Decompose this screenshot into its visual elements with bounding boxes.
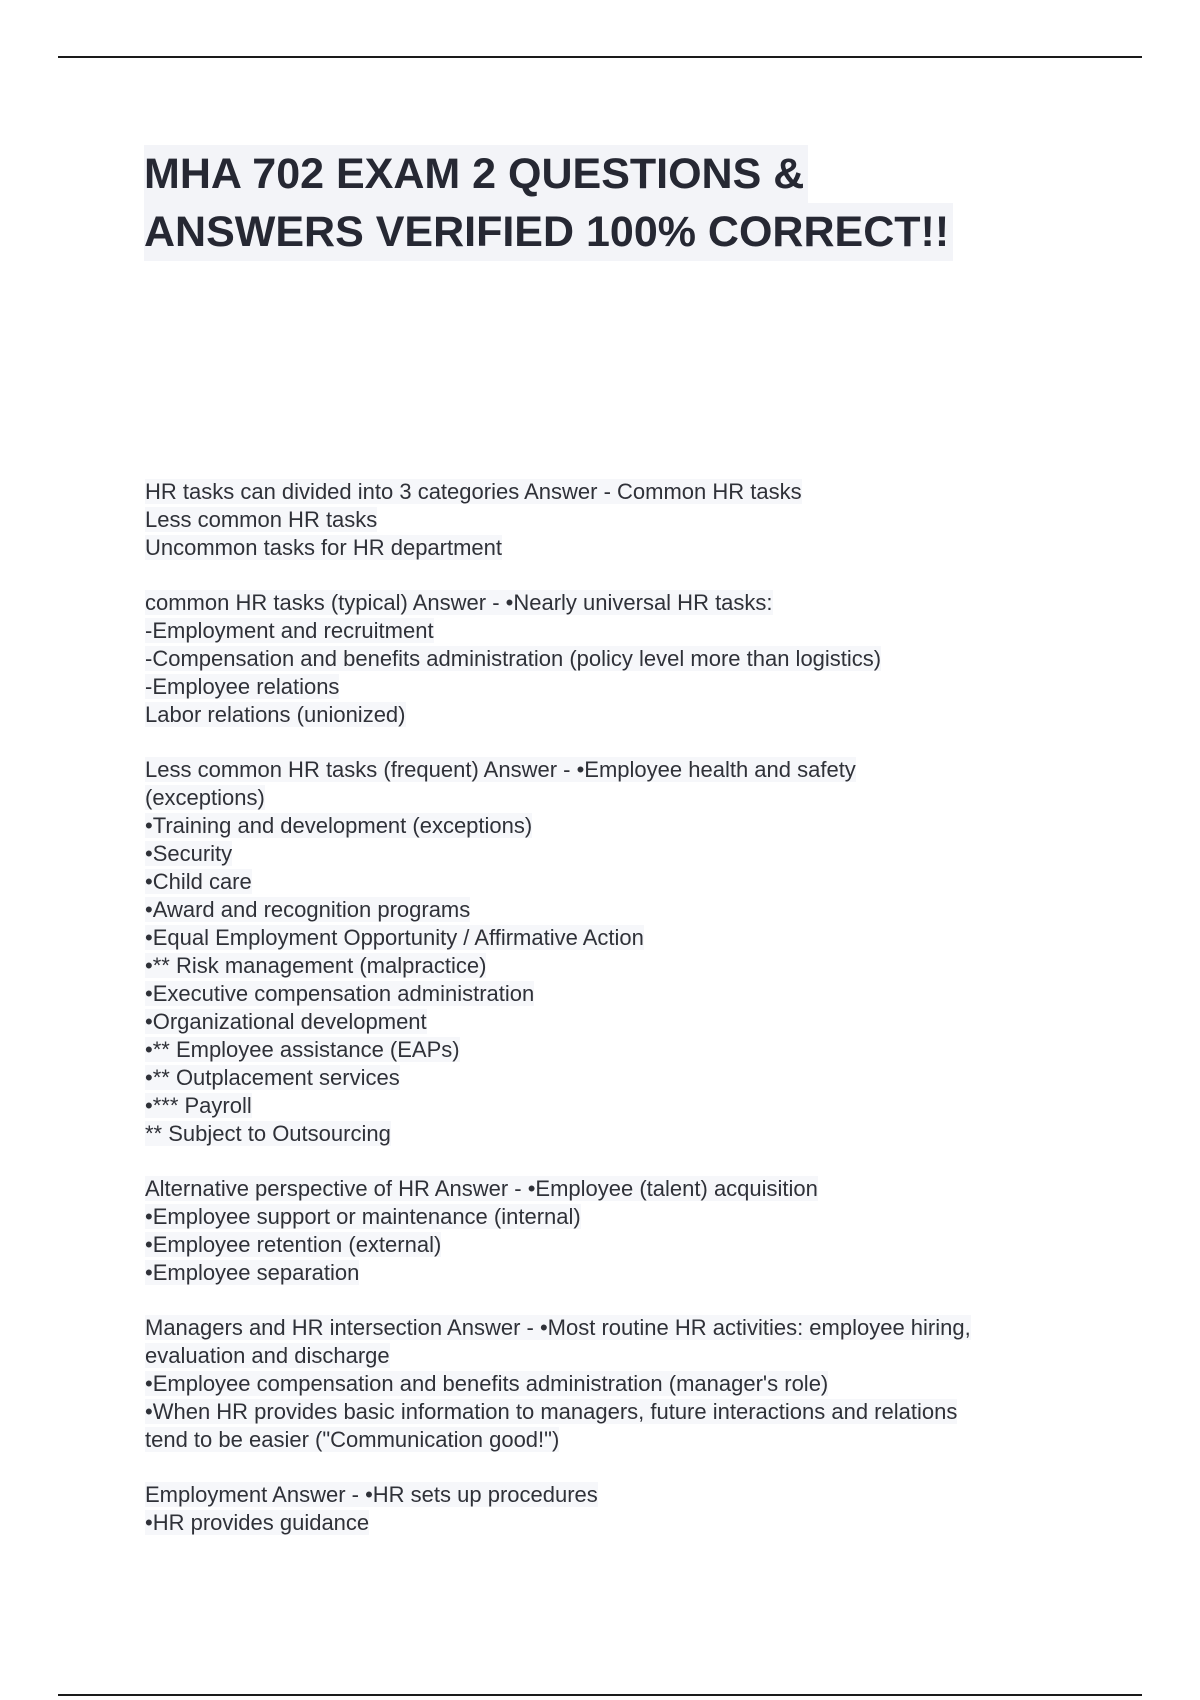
qa-line: •** Risk management (malpractice)	[145, 953, 487, 978]
qa-line: Managers and HR intersection Answer - •Most routine HR activities: employee hiring,	[145, 1315, 971, 1340]
qa-line: common HR tasks (typical) Answer - •Nearly universal HR tasks:	[145, 590, 773, 615]
qa-line: •Executive compensation administration	[145, 981, 535, 1006]
qa-line: •Employee compensation and benefits administration (manager's role)	[145, 1371, 829, 1396]
qa-line: •** Employee assistance (EAPs)	[145, 1037, 460, 1062]
qa-block-less-common-hr-tasks	[145, 756, 1075, 1148]
qa-line: ** Subject to Outsourcing	[145, 1121, 391, 1146]
qa-line: •Security	[145, 841, 233, 866]
qa-line: HR tasks can divided into 3 categories Answer - Common HR tasks	[145, 479, 802, 504]
qa-line: -Employment and recruitment	[145, 618, 434, 643]
qa-line: •** Outplacement services	[145, 1065, 400, 1090]
qa-line: •*** Payroll	[145, 1093, 252, 1118]
title-line: ANSWERS VERIFIED 100% CORRECT!!	[144, 203, 953, 261]
qa-line: •HR provides guidance	[145, 1510, 370, 1535]
qa-block-managers-hr-intersection	[145, 1314, 1075, 1454]
qa-line: •Equal Employment Opportunity / Affirmative Action	[145, 925, 644, 950]
qa-line: •Award and recognition programs	[145, 897, 471, 922]
qa-line: tend to be easier ("Communication good!")	[145, 1427, 560, 1452]
qa-line: Uncommon tasks for HR department	[145, 535, 503, 560]
qa-block-alternative-perspective	[145, 1175, 1075, 1287]
qa-line: evaluation and discharge	[145, 1343, 390, 1368]
qa-line: •Child care	[145, 869, 252, 894]
title-line: MHA 702 EXAM 2 QUESTIONS &	[144, 145, 808, 203]
document-title	[144, 145, 1054, 261]
qa-line: •Employee separation	[145, 1260, 360, 1285]
qa-line: -Compensation and benefits administration (policy level more than logistics)	[145, 646, 882, 671]
qa-line: •When HR provides basic information to managers, future interactions and relations	[145, 1399, 958, 1424]
qa-block-hr-categories	[145, 478, 1075, 562]
qa-line: Less common HR tasks	[145, 507, 378, 532]
bottom-rule	[58, 1694, 1142, 1696]
qa-line: -Employee relations	[145, 674, 340, 699]
qa-line: Less common HR tasks (frequent) Answer - •Employee health and safety	[145, 757, 856, 782]
qa-line: •Employee support or maintenance (internal)	[145, 1204, 581, 1229]
qa-line: (exceptions)	[145, 785, 265, 810]
top-rule	[58, 56, 1142, 58]
qa-line: •Employee retention (external)	[145, 1232, 442, 1257]
qa-line: •Organizational development	[145, 1009, 427, 1034]
qa-line: Labor relations (unionized)	[145, 702, 406, 727]
qa-content	[145, 478, 1075, 1564]
qa-line: Alternative perspective of HR Answer - •Employee (talent) acquisition	[145, 1176, 818, 1201]
qa-block-common-hr-tasks	[145, 589, 1075, 729]
qa-line: Employment Answer - •HR sets up procedures	[145, 1482, 598, 1507]
qa-line: •Training and development (exceptions)	[145, 813, 533, 838]
qa-block-employment	[145, 1481, 1075, 1537]
